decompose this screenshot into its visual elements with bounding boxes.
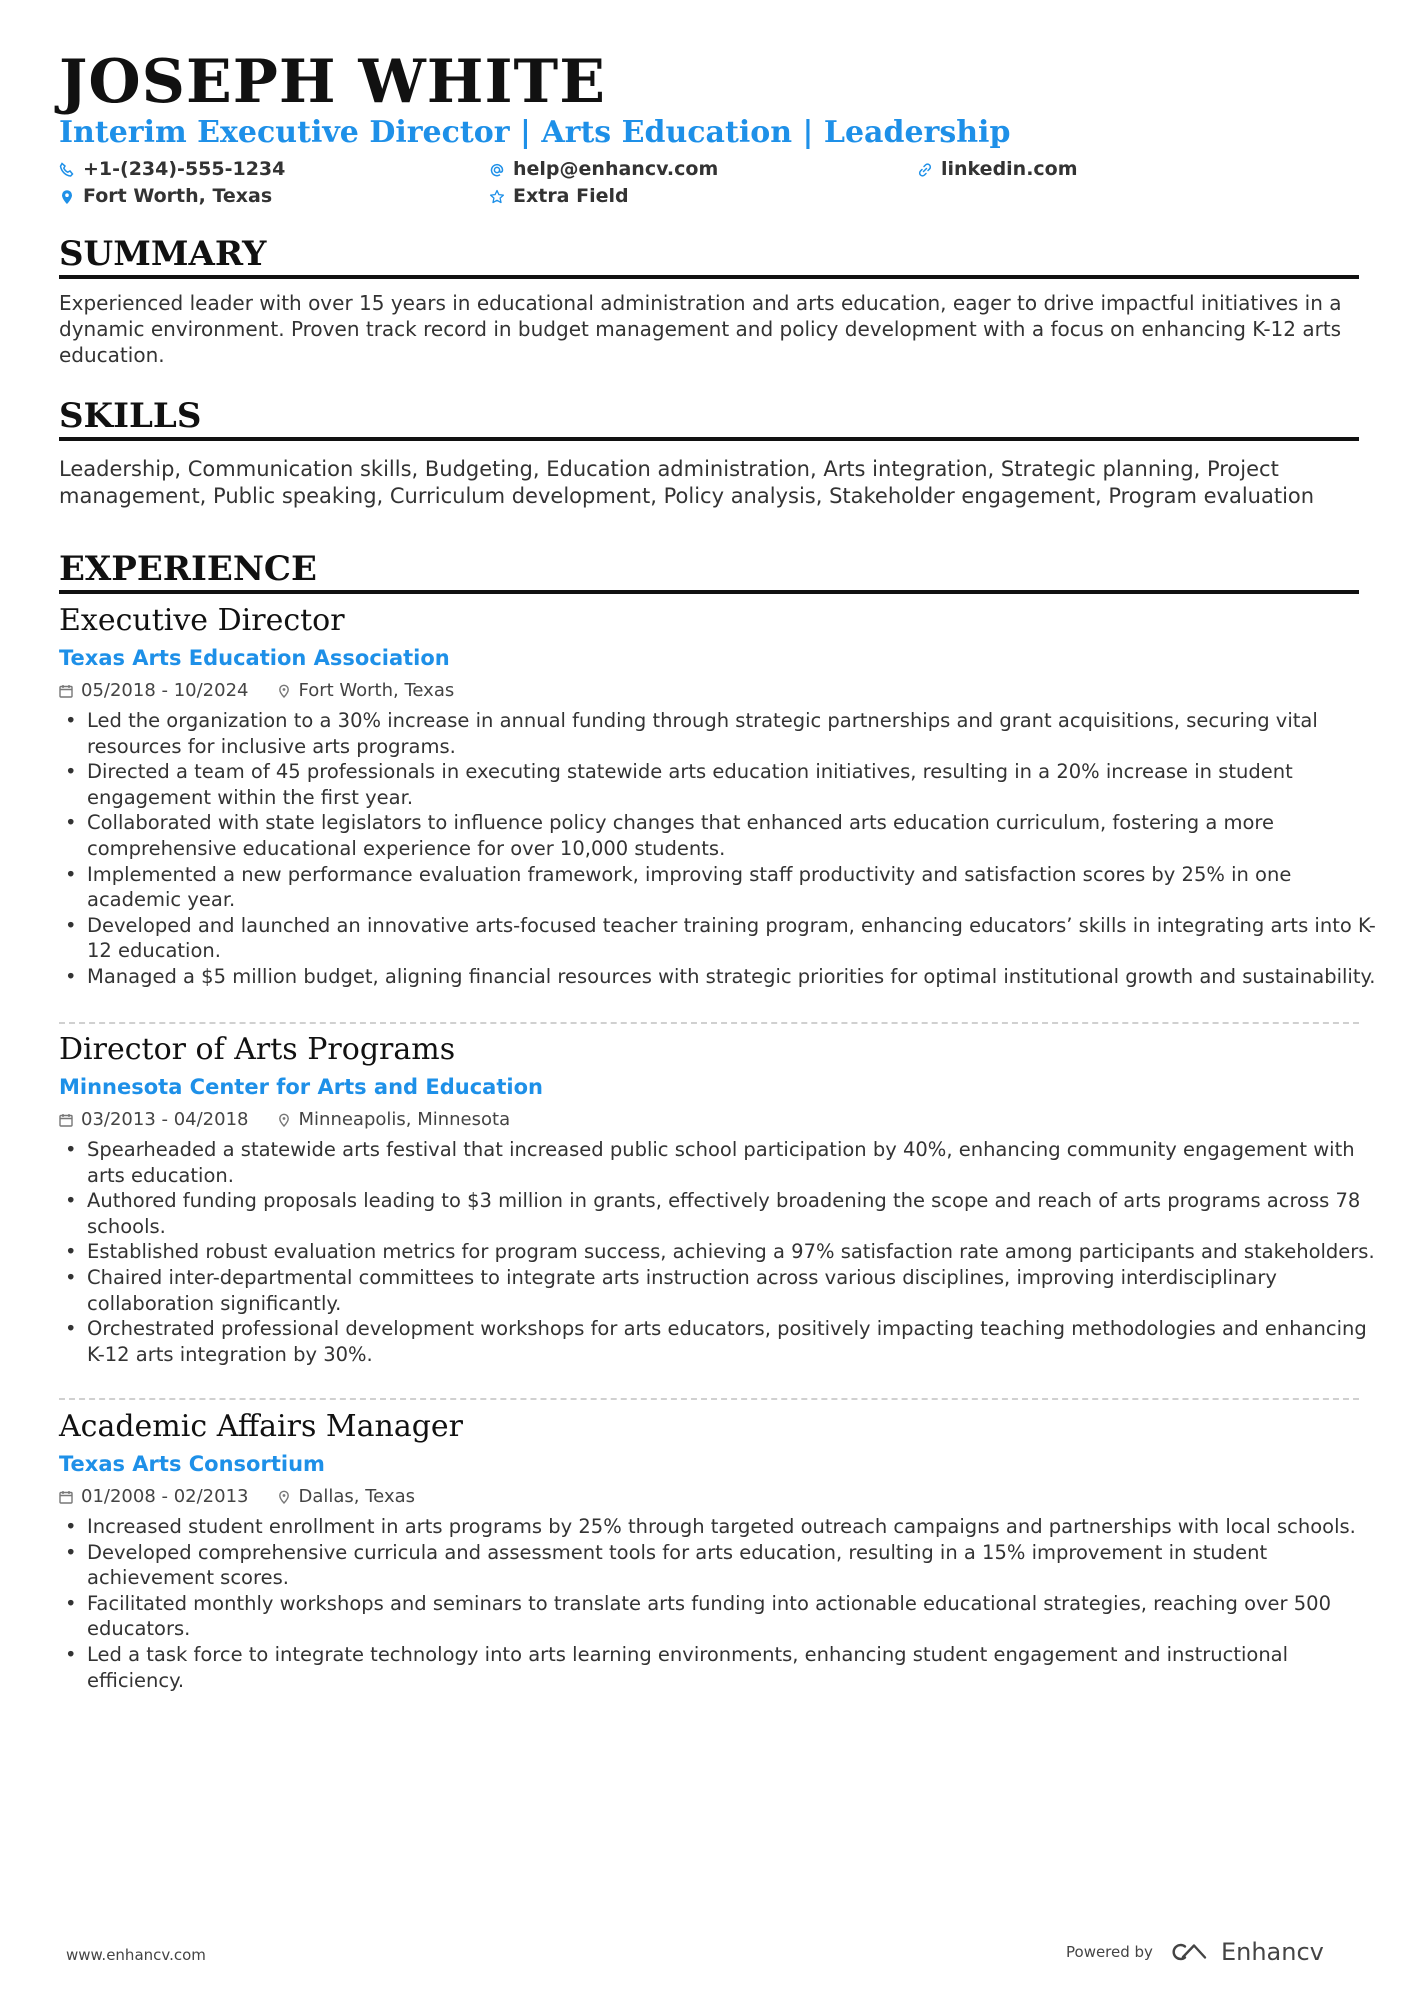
job-dates: 05/2018 - 10/2024: [81, 680, 249, 701]
contact-email[interactable]: [489, 160, 718, 179]
enhancv-brand-text: Enhancv: [1220, 1938, 1324, 1966]
list-item: • Developed comprehensive curricula and assessment tools for arts education, resulting in a 15% improvement in student achievement scores.: [87, 1540, 1387, 1591]
job-location: [277, 1488, 416, 1506]
phone-icon: [59, 162, 75, 178]
location-pin-icon: [277, 1113, 291, 1127]
job-location: [277, 1111, 511, 1129]
list-item: • Orchestrated professional development workshops for arts educators, positively impacting teaching methodologies and enhancing K-12 arts integration by 30%.: [87, 1316, 1387, 1367]
job-location-text: Minneapolis, Minnesota: [298, 1109, 511, 1130]
summary-heading: SUMMARY: [59, 236, 1359, 279]
extra-text: Extra Field: [513, 185, 629, 207]
contact-phone: [59, 160, 285, 179]
job-company: Minnesota Center for Arts and Education: [59, 1075, 543, 1099]
enhancv-logo-icon: [1167, 1940, 1213, 1964]
job-company: Texas Arts Education Association: [59, 646, 450, 670]
candidate-name: JOSEPH WHITE: [59, 47, 606, 117]
list-item: • Implemented a new performance evaluation framework, improving staff productivity and satisfaction scores by 25% in one academic year.: [87, 862, 1387, 913]
list-item: • Directed a team of 45 professionals in executing statewide arts education initiatives, resulting in a 20% increase in student engagement within the first year.: [87, 759, 1387, 810]
location-pin-icon: [277, 684, 291, 698]
list-item: • Managed a $5 million budget, aligning financial resources with strategic priorities for optimal institutional growth and sustainability.: [87, 964, 1387, 990]
footer-branding: [1066, 1938, 1324, 1966]
job-title: Executive Director: [59, 603, 345, 638]
list-item: • Increased student enrollment in arts programs by 25% through targeted outreach campaigns and partnerships with local schools.: [87, 1514, 1387, 1540]
skills-text: Leadership, Communication skills, Budgeting, Education administration, Arts integration, Strategic planning, Project management, Public speaking, Curriculum development, Policy analysis, Stakeholder engagement, Program evaluation: [59, 457, 1315, 508]
linkedin-text[interactable]: linkedin.com: [941, 158, 1078, 180]
job-location-text: Dallas, Texas: [298, 1486, 415, 1507]
email-text[interactable]: help@enhancv.com: [513, 158, 719, 180]
job-location: [277, 682, 455, 700]
job-dates: 03/2013 - 04/2018: [81, 1109, 249, 1130]
list-item: • Facilitated monthly workshops and seminars to translate arts funding into actionable educational strategies, reaching over 500 educators.: [87, 1591, 1387, 1642]
list-item: • Authored funding proposals leading to $3 million in grants, effectively broadening the scope and reach of arts programs across 78 schools.: [87, 1188, 1387, 1239]
list-item: • Chaired inter-departmental committees to integrate arts instruction across various disciplines, improving interdisciplinary collaboration significantly.: [87, 1265, 1387, 1316]
location-text: Fort Worth, Texas: [83, 185, 273, 207]
list-item: • Led a task force to integrate technology into arts learning environments, enhancing student engagement and instructional efficiency.: [87, 1642, 1387, 1693]
job-title: Director of Arts Programs: [59, 1032, 456, 1067]
job-meta: [59, 682, 454, 700]
location-pin-icon: [59, 189, 75, 205]
job-divider: [59, 1022, 1359, 1024]
job-meta: [59, 1111, 510, 1129]
calendar-icon: [59, 1113, 73, 1127]
skills-heading: SKILLS: [59, 398, 1359, 441]
list-item: • Led the organization to a 30% increase in annual funding through strategic partnerships and grant acquisitions, securing vital resources for inclusive arts programs.: [87, 708, 1387, 759]
job-dates: 01/2008 - 02/2013: [81, 1486, 249, 1507]
list-item: • Spearheaded a statewide arts festival that increased public school participation by 40%, enhancing community engagement with arts education.: [87, 1137, 1387, 1188]
job-bullets: [59, 708, 1387, 990]
at-icon: [489, 162, 505, 178]
powered-by-text: Powered by: [1066, 1943, 1153, 1961]
link-icon: [917, 162, 933, 178]
enhancv-logo[interactable]: [1167, 1938, 1324, 1966]
list-item: • Developed and launched an innovative arts-focused teacher training program, enhancing educators’ skills in integrating arts into K-12 education.: [87, 913, 1387, 964]
phone-text: +1-(234)-555-1234: [83, 158, 286, 180]
experience-heading: EXPERIENCE: [59, 551, 1359, 594]
job-meta: [59, 1488, 415, 1506]
job-title: Academic Affairs Manager: [59, 1409, 464, 1444]
job-bullets: [59, 1514, 1387, 1693]
footer-website[interactable]: www.enhancv.com: [66, 1946, 206, 1964]
job-bullets: [59, 1137, 1387, 1367]
job-company: Texas Arts Consortium: [59, 1452, 325, 1476]
candidate-title: Interim Executive Director | Arts Education | Leadership: [59, 115, 1011, 150]
location-pin-icon: [277, 1490, 291, 1504]
summary-text: Experienced leader with over 15 years in educational administration and arts education, eager to drive impactful initiatives in a dynamic environment. Proven track record in budget management and policy development with a focus on enhancing K-12 arts education.: [59, 291, 1342, 367]
calendar-icon: [59, 684, 73, 698]
contact-location: [59, 187, 272, 206]
list-item: • Collaborated with state legislators to influence policy changes that enhanced arts education curriculum, fostering a more comprehensive educational experience for over 10,000 students.: [87, 810, 1387, 861]
list-item: • Established robust evaluation metrics for program success, achieving a 97% satisfaction rate among participants and stakeholders.: [87, 1239, 1387, 1265]
contact-linkedin[interactable]: [917, 160, 1078, 179]
contact-extra: [489, 187, 629, 206]
job-divider: [59, 1398, 1359, 1400]
job-location-text: Fort Worth, Texas: [298, 680, 455, 701]
star-icon: [489, 189, 505, 205]
calendar-icon: [59, 1490, 73, 1504]
